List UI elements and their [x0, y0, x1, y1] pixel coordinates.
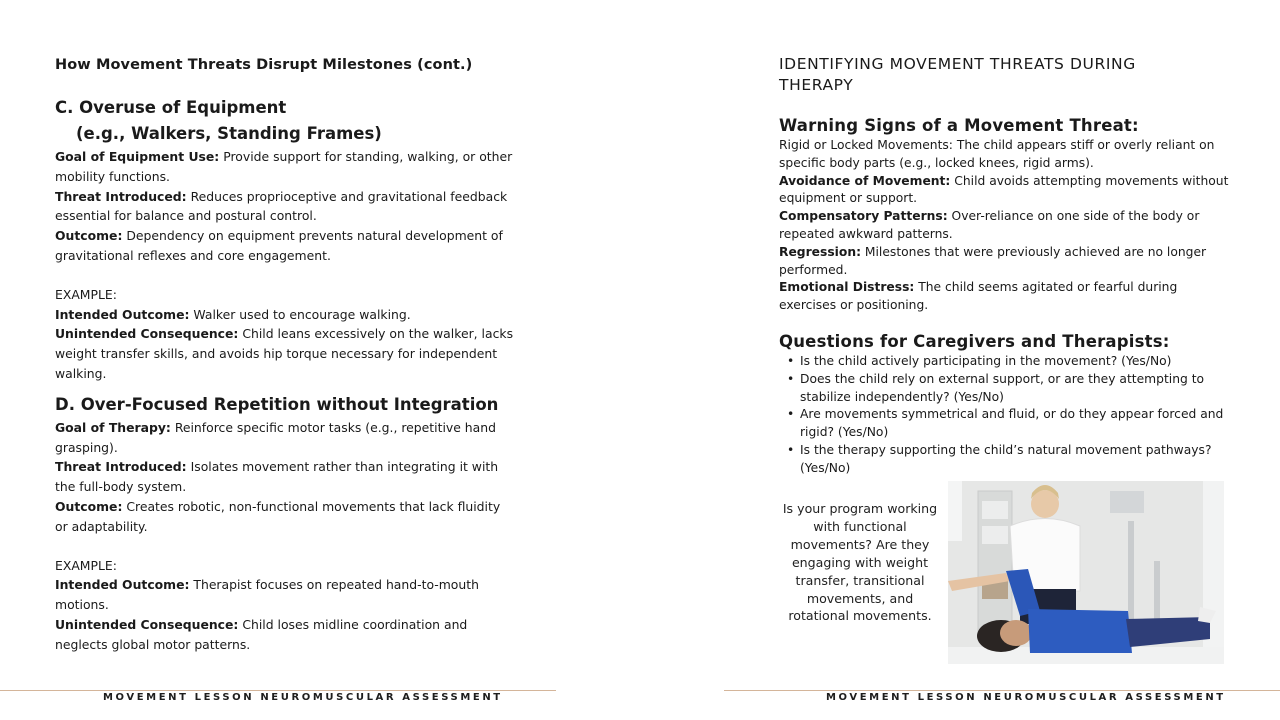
threat-paragraph	[55, 457, 515, 497]
outcome-paragraph	[55, 226, 515, 266]
unintended-consequence-label: Unintended Consequence:	[55, 616, 239, 632]
left-page	[0, 0, 560, 720]
bullet-icon: •	[787, 442, 795, 457]
example-label: EXAMPLE:	[55, 286, 117, 302]
therapy-session-photo	[948, 481, 1224, 664]
question-item	[787, 406, 1229, 442]
warning-item-label: Compensatory Patterns:	[779, 209, 948, 224]
bullet-icon: •	[787, 371, 795, 386]
warning-item	[779, 208, 1229, 244]
question-text: Does the child rely on external support, or are they attempting to stabilize independently? (Yes/No)	[800, 371, 1205, 404]
question-item	[787, 353, 1229, 371]
unintended-consequence-label: Unintended Consequence:	[55, 326, 239, 342]
intended-outcome-text: Therapist focuses on repeated hand-to-mouth motions.	[55, 577, 479, 613]
outcome-label: Outcome:	[55, 498, 123, 514]
questions-section	[779, 331, 1229, 478]
questions-heading: Questions for Caregivers and Therapists:	[779, 331, 1170, 351]
warning-item	[779, 279, 1229, 315]
goal-paragraph	[55, 418, 515, 458]
outcome-text: Dependency on equipment prevents natural development of gravitational reflexes and core engagement.	[55, 228, 503, 263]
intended-outcome-paragraph	[55, 305, 515, 325]
unintended-consequence-paragraph	[55, 324, 515, 383]
question-item	[787, 442, 1229, 478]
right-page	[720, 0, 1280, 720]
goal-label: Goal of Equipment Use:	[55, 149, 220, 164]
outcome-text: Creates robotic, non-functional movements that lack fluidity or adaptability.	[55, 498, 501, 534]
page-title	[779, 54, 1229, 96]
outcome-paragraph	[55, 497, 515, 537]
title-line-2: THERAPY	[779, 76, 854, 94]
warning-item	[779, 244, 1229, 280]
intended-outcome-label: Intended Outcome:	[55, 306, 190, 322]
goal-paragraph	[55, 147, 515, 187]
warning-item-text: The child seems agitated or fearful during exercises or positioning.	[779, 280, 1178, 313]
bullet-icon: •	[787, 407, 795, 422]
page-footer: MOVEMENT LESSON NEUROMUSCULAR ASSESSMENT	[826, 692, 1226, 703]
section-d	[55, 392, 515, 655]
threat-label: Threat Introduced:	[55, 188, 187, 204]
outcome-label: Outcome:	[55, 228, 123, 244]
warning-item-text: Child avoids attempting movements without equipment or support.	[779, 173, 1229, 206]
threat-text: Reduces proprioceptive and gravitational feedback essential for balance and postural control.	[55, 188, 508, 224]
warning-signs-section	[779, 115, 1229, 315]
warning-item-label: Regression:	[779, 244, 861, 259]
section-d-heading: D. Over-Focused Repetition without Integration	[55, 394, 499, 414]
warning-item-label: Avoidance of Movement:	[779, 173, 951, 188]
callout-row	[779, 480, 1229, 665]
therapy-photo-illustration	[948, 481, 1224, 664]
goal-label: Goal of Therapy:	[55, 419, 171, 435]
question-text: Are movements symmetrical and fluid, or do they appear forced and rigid? (Yes/No)	[800, 407, 1224, 440]
intended-outcome-text: Walker used to encourage walking.	[189, 306, 411, 322]
left-page-content	[55, 54, 515, 655]
warning-item-text: Milestones that were previously achieved are no longer performed.	[779, 244, 1207, 277]
footer-divider	[0, 690, 556, 691]
questions-list	[779, 353, 1229, 478]
threat-text: Isolates movement rather than integrating it with the full-body system.	[55, 459, 499, 495]
bullet-icon: •	[787, 353, 795, 368]
unintended-consequence-paragraph	[55, 615, 515, 655]
section-c	[55, 95, 515, 384]
title-line-1: IDENTIFYING MOVEMENT THREATS DURING	[779, 55, 1136, 73]
right-page-content	[779, 54, 1229, 478]
threat-label: Threat Introduced:	[55, 459, 187, 475]
threat-paragraph	[55, 187, 515, 227]
question-text: Is the therapy supporting the child’s natural movement pathways? (Yes/No)	[800, 442, 1212, 475]
page-footer: MOVEMENT LESSON NEUROMUSCULAR ASSESSMENT	[103, 692, 503, 703]
footer-divider	[724, 690, 1280, 691]
page-title: How Movement Threats Disrupt Milestones (cont.)	[55, 57, 473, 73]
goal-text: Provide support for standing, walking, or other mobility functions.	[55, 149, 513, 184]
section-c-subheading: (e.g., Walkers, Standing Frames)	[76, 124, 382, 143]
unintended-consequence-text: Child loses midline coordination and neglects global motor patterns.	[55, 616, 468, 652]
intended-outcome-paragraph	[55, 575, 515, 615]
warning-item	[779, 173, 1229, 209]
section-c-heading: C. Overuse of Equipment	[55, 98, 287, 117]
question-item	[787, 371, 1229, 407]
question-text: Is the child actively participating in the movement? (Yes/No)	[800, 353, 1172, 368]
callout-text: Is your program working with functional movements? Are they engaging with weight transfer, transitional movements, and rotational movements.	[782, 501, 938, 624]
intended-outcome-label: Intended Outcome:	[55, 577, 190, 593]
unintended-consequence-text: Child leans excessively on the walker, lacks weight transfer skills, and avoids hip torque necessary for independent walking.	[55, 326, 514, 381]
warning-signs-heading: Warning Signs of a Movement Threat:	[779, 116, 1139, 135]
goal-text: Reinforce specific motor tasks (e.g., repetitive hand grasping).	[55, 419, 496, 455]
warning-item-label: Emotional Distress:	[779, 280, 915, 295]
example-label: EXAMPLE:	[55, 557, 117, 573]
warning-item-text: Over-reliance on one side of the body or repeated awkward patterns.	[779, 209, 1200, 241]
warning-intro: Rigid or Locked Movements: The child appears stiff or overly reliant on specific body parts (e.g., locked knees, rigid arms).	[779, 138, 1215, 170]
